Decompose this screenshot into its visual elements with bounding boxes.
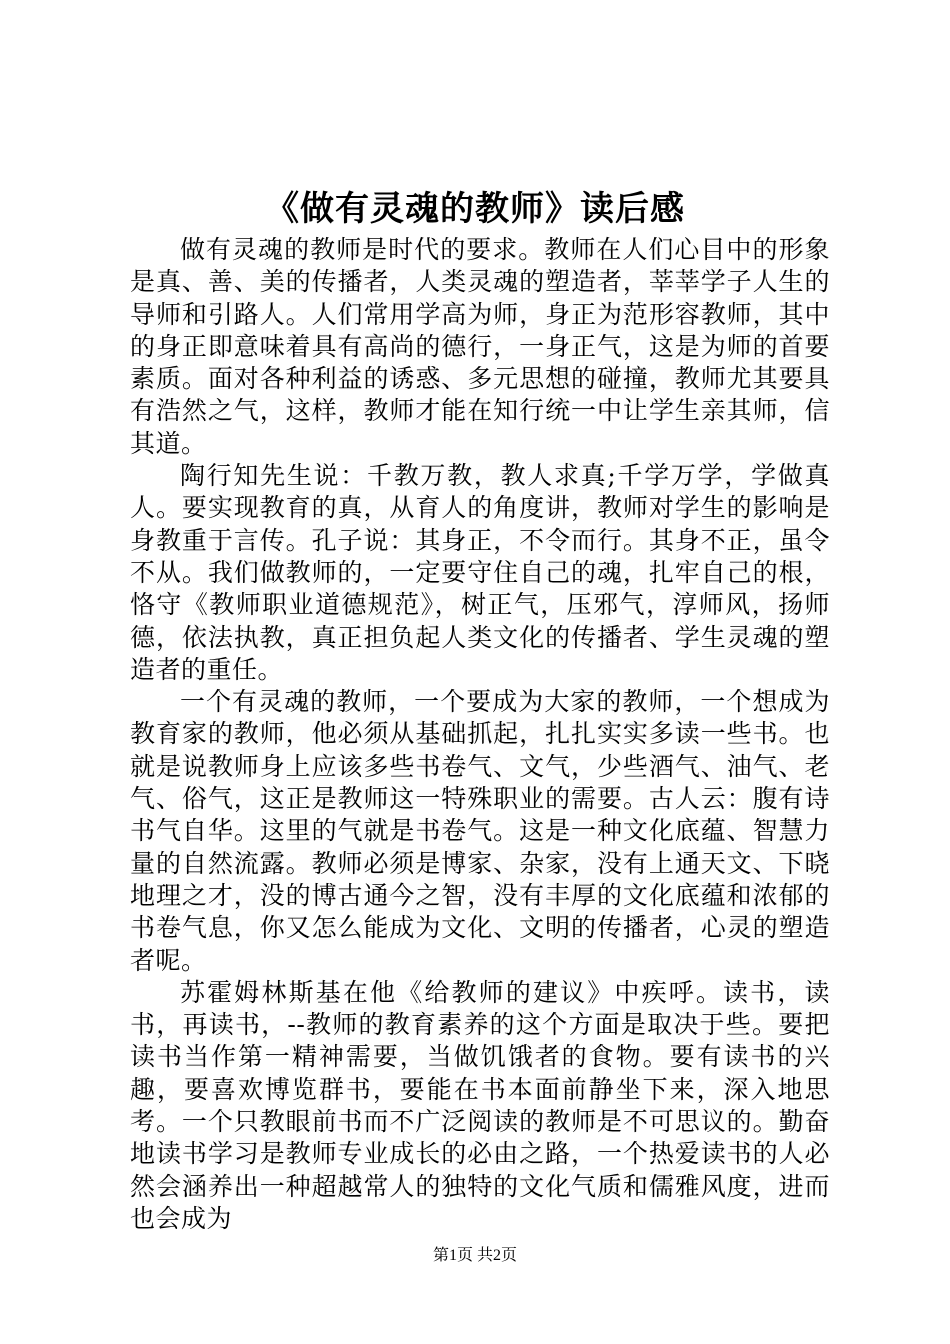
paragraph: 做有灵魂的教师是时代的要求。教师在人们心目中的形象是真、善、美的传播者，人类灵魂的塑造者，莘莘学子人生的导师和引路人。人们常用学高为师，身正为范形容教师，其中的身正即意味着具有高尚的德行，一身正气，这是为师的首要素质。面对各种利益的诱惑、多元思想的碰撞，教师尤其要具有浩然之气，这样，教师才能在知行统一中让学生亲其师，信其道。 — [130, 235, 830, 458]
page-footer: 第1页 共2页 — [432, 1247, 517, 1264]
document-body — [130, 234, 830, 1235]
paragraph: 苏霍姆林斯基在他《给教师的建议》中疾呼。读书，读书，再读书，--教师的教育素养的这个方面是取决于些。要把读书当作第一精神需要，当做饥饿者的食物。要有读书的兴趣，要喜欢博览群书，要能在书本面前静坐下来，深入地思考。一个只教眼前书而不广泛阅读的教师是不可思议的。勤奋地读书学习是教师专业成长的必由之路，一个热爱读书的人必然会涵养出一种超越常人的独特的文化气质和儒雅风度，进而也会成为 — [130, 977, 830, 1233]
document-title: 《做有灵魂的教师》读后感 — [265, 189, 685, 229]
paragraph: 一个有灵魂的教师，一个要成为大家的教师，一个想成为教育家的教师，他必须从基础抓起，扎扎实实多读一些书。也就是说教师身上应该多些书卷气、文气，少些酒气、油气、老气、俗气，这正是教师这一特殊职业的需要。古人云：腹有诗书气自华。这里的气就是书卷气。这是一种文化底蕴、智慧力量的自然流露。教师必须是博家、杂家，没有上通天文、下晓地理之才，没的博古通今之智，没有丰厚的文化底蕴和浓郁的书卷气息，你又怎么能成为文化、文明的传播者，心灵的塑造者呢。 — [130, 687, 830, 975]
paragraph: 陶行知先生说：千教万教，教人求真;千学万学，学做真人。要实现教育的真，从育人的角度讲，教师对学生的影响是身教重于言传。孔子说：其身正，不令而行。其身不正，虽令不从。我们做教师的，一定要守住自己的魂，扎牢自己的根，恪守《教师职业道德规范》，树正气，压邪气，淳师风，扬师德，依法执教，真正担负起人类文化的传播者、学生灵魂的塑造者的重任。 — [130, 461, 830, 684]
